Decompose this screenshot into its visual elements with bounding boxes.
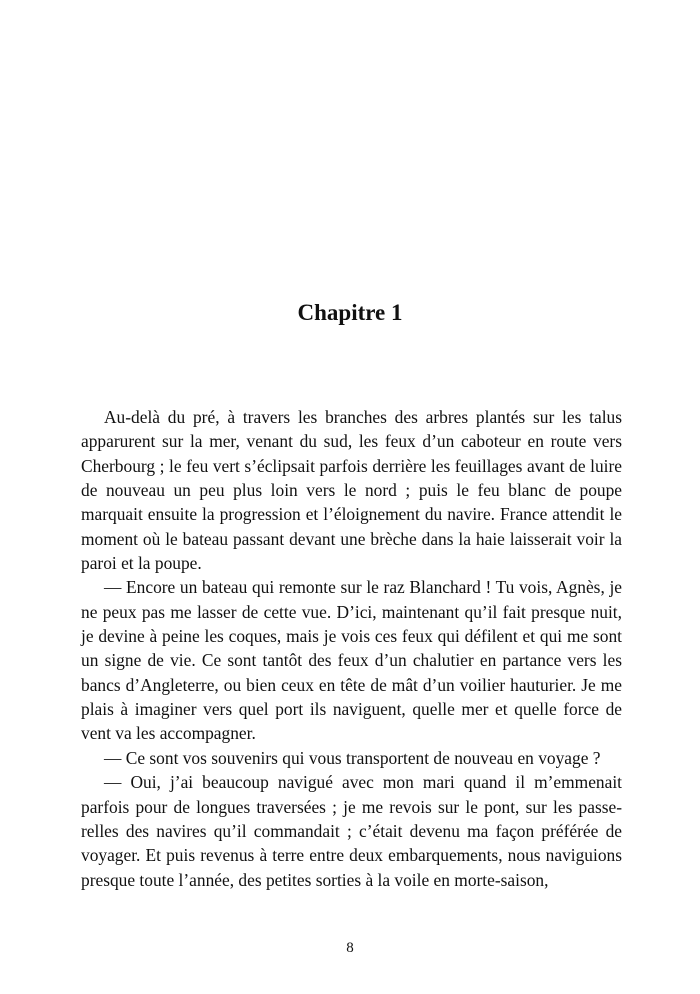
page-number: 8 bbox=[346, 940, 354, 956]
paragraph: — Encore un bateau qui remonte sur le raz Blanchard ! Tu vois, Agnès, je ne peux pas me lasser de cette vue. D’ici, maintenant qu’il fait presque nuit, je devine à peine les coques, mais je vois ces feux qui défilent et qui me sont un signe de vie. Ce sont tantôt des feux d’un chalutier en partance vers les bancs d’Angleterre, ou bien ceux en tête de mât d’un voilier hauturier. Je me plais à imaginer vers quel port ils naviguent, quelle mer et quelle force de vent va les accompagner. bbox=[81, 577, 622, 744]
chapter-title: Chapitre 1 bbox=[297, 300, 403, 325]
paragraph: Au-delà du pré, à travers les branches des arbres plantés sur les talus apparurent sur la mer, venant du sud, les feux d’un caboteur en route vers Cherbourg ; le feu vert s’éclipsait parfois derrière les feuillages avant de luire de nouveau un peu plus loin vers le nord ; puis le feu blanc de poupe marquait ensuite la progression et l’éloignement du navire. France attendit le moment où le bateau passant devant une brèche dans la haie laisserait voir la paroi et la poupe. bbox=[81, 407, 622, 574]
body-text bbox=[81, 405, 622, 892]
paragraph: — Ce sont vos souvenirs qui vous transportent de nouveau en voyage ? bbox=[104, 747, 601, 768]
paragraph: — Oui, j’ai beaucoup navigué avec mon mari quand il m’emmenait parfois pour de longues traversées ; je me revois sur le pont, sur les passerelles des navires qu’il commandait ; c’était devenu ma façon préférée de voyager. Et puis revenus à terre entre deux embarquements, nous naviguions presque toute l’année, des petites sorties à la voile en morte-saison, bbox=[81, 772, 622, 890]
